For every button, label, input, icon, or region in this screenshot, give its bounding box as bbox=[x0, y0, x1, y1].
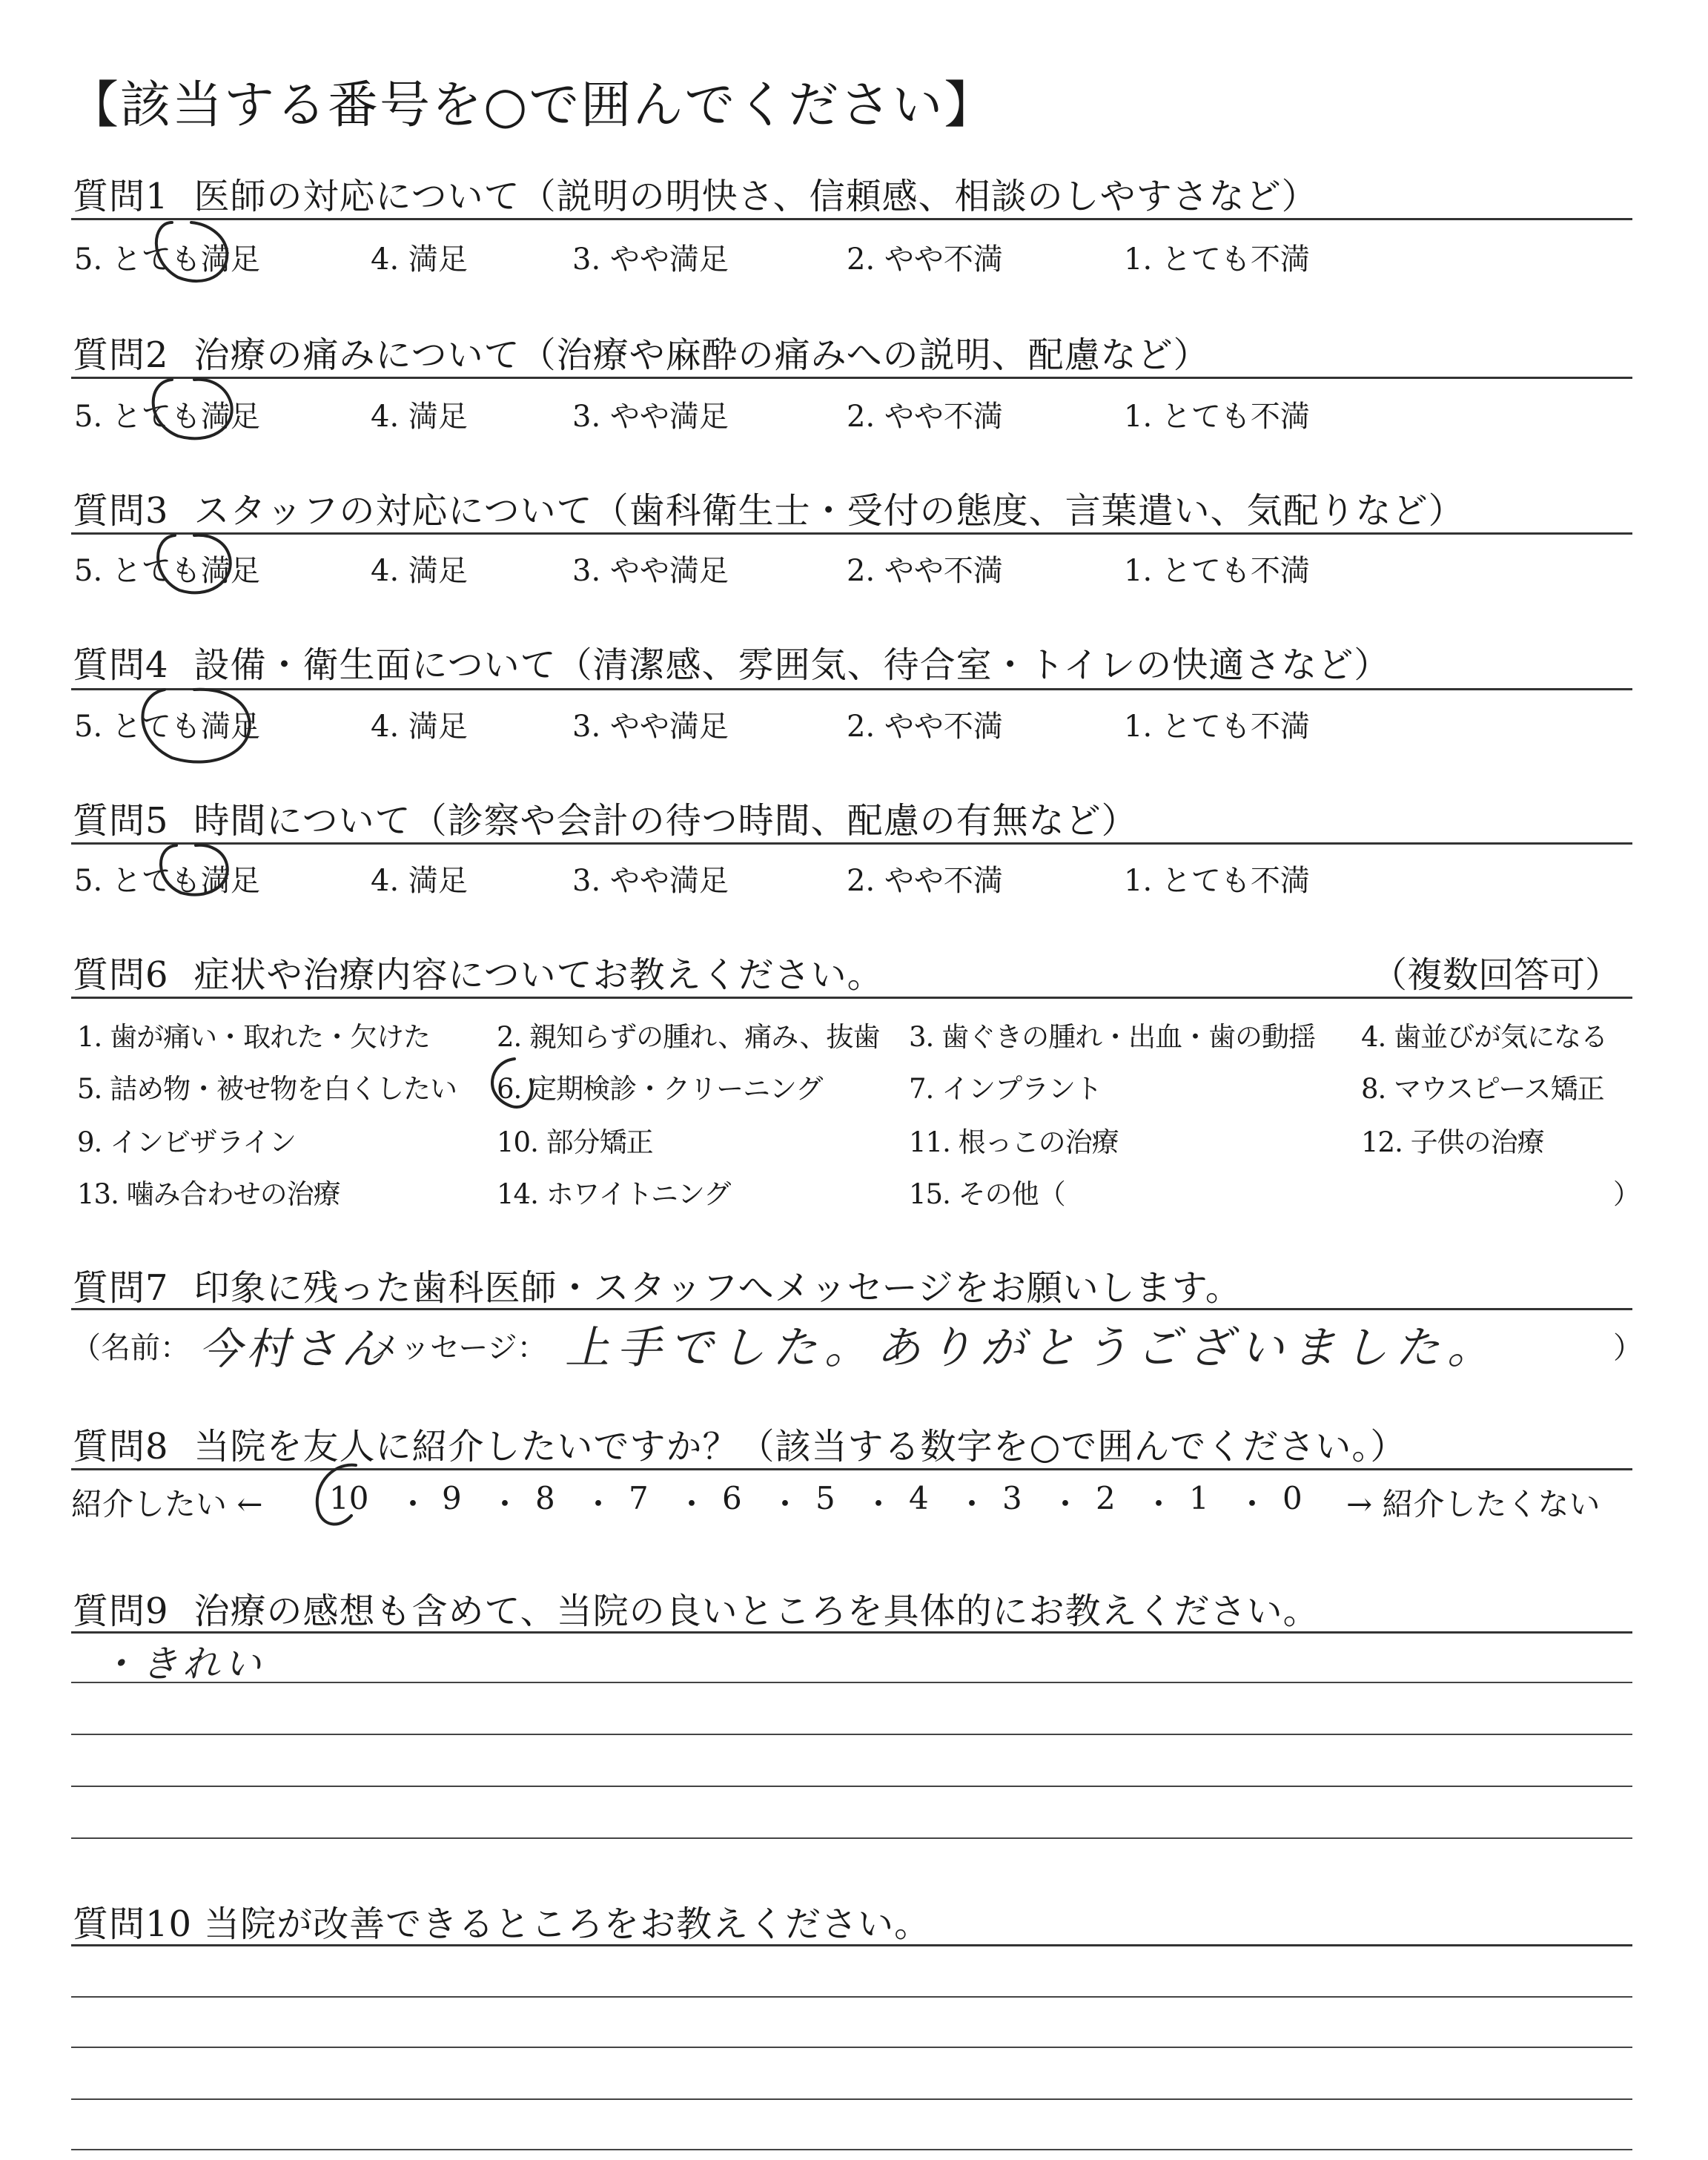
scale-dot: ・ bbox=[1143, 1486, 1175, 1522]
q6-option-10[interactable]: 10. 部分矯正 bbox=[497, 1126, 653, 1158]
q2-option-5[interactable]: 5. とても満足 bbox=[74, 400, 260, 434]
question-5-title: 質問5 時間について（診察や会計の待つ時間、配慮の有無など） bbox=[73, 800, 1138, 842]
q6-option-14[interactable]: 14. ホワイトニング bbox=[497, 1178, 731, 1210]
q6-option-8[interactable]: 8. マウスピース矯正 bbox=[1361, 1073, 1604, 1105]
q6-option-5[interactable]: 5. 詰め物・被せ物を白くしたい bbox=[77, 1073, 457, 1105]
scale-dot: ・ bbox=[863, 1486, 895, 1522]
scale-0[interactable]: 0 bbox=[1282, 1480, 1302, 1516]
recommend-left-label: 紹介したい ← bbox=[71, 1486, 263, 1522]
question-3-title: 質問3 スタッフの対応について（歯科衛生士・受付の態度、言葉遣い、気配りなど） bbox=[73, 490, 1465, 532]
scale-dot: ・ bbox=[956, 1486, 988, 1522]
selection-circle-q4 bbox=[142, 690, 249, 762]
question-9-title: 質問9 治療の感想も含めて、当院の良いところを具体的にお教えください。 bbox=[73, 1591, 1320, 1632]
recommend-right-label: → 紹介したくない bbox=[1346, 1486, 1601, 1522]
q3-option-1[interactable]: 1. とても不満 bbox=[1124, 554, 1310, 588]
message-label: メッセージ： bbox=[371, 1331, 547, 1365]
q4-option-4[interactable]: 4. 満足 bbox=[371, 710, 468, 744]
q3-option-3[interactable]: 3. やや満足 bbox=[572, 554, 729, 588]
scale-dot: ・ bbox=[1050, 1486, 1082, 1522]
scale-4[interactable]: 4 bbox=[909, 1480, 929, 1516]
scale-dot: ・ bbox=[1237, 1486, 1268, 1522]
q3-option-5[interactable]: 5. とても満足 bbox=[74, 554, 260, 588]
q1-option-5[interactable]: 5. とても満足 bbox=[74, 242, 260, 277]
question-8-title: 質問8 当院を友人に紹介したいですか？（該当する数字を○で囲んでください。） bbox=[73, 1426, 1407, 1467]
q6-option-2[interactable]: 2. 親知らずの腫れ、痛み、抜歯 bbox=[497, 1021, 880, 1053]
q6-option-15-close: ） bbox=[1613, 1178, 1640, 1210]
selection-circle-q2 bbox=[153, 380, 232, 439]
q2-option-1[interactable]: 1. とても不満 bbox=[1124, 400, 1310, 434]
q6-option-6[interactable]: 6. 定期検診・クリーニング bbox=[497, 1073, 823, 1105]
scale-8[interactable]: 8 bbox=[535, 1480, 555, 1516]
q6-option-4[interactable]: 4. 歯並びが気になる bbox=[1361, 1021, 1608, 1053]
question-2-title: 質問2 治療の痛みについて（治療や麻酔の痛みへの説明、配慮など） bbox=[73, 334, 1210, 376]
q6-option-15[interactable]: 15. その他（ bbox=[909, 1178, 1065, 1210]
q5-option-1[interactable]: 1. とても不満 bbox=[1124, 864, 1310, 898]
q2-option-2[interactable]: 2. やや不満 bbox=[847, 400, 1003, 434]
q3-option-4[interactable]: 4. 満足 bbox=[371, 554, 468, 588]
scale-dot: ・ bbox=[769, 1486, 801, 1522]
q1-option-4[interactable]: 4. 満足 bbox=[371, 242, 468, 277]
q6-option-3[interactable]: 3. 歯ぐきの腫れ・出血・歯の動揺 bbox=[909, 1021, 1316, 1053]
q6-option-1[interactable]: 1. 歯が痛い・取れた・欠けた bbox=[77, 1021, 431, 1053]
q5-option-2[interactable]: 2. やや不満 bbox=[847, 864, 1003, 898]
question-7-title: 質問7 印象に残った歯科医師・スタッフへメッセージをお願いします。 bbox=[73, 1267, 1242, 1309]
q2-option-4[interactable]: 4. 満足 bbox=[371, 400, 468, 434]
selection-circle-q5 bbox=[161, 845, 228, 895]
scale-dot: ・ bbox=[676, 1486, 708, 1522]
page-title: 【該当する番号を○で囲んでください】 bbox=[68, 76, 996, 135]
q6-option-12[interactable]: 12. 子供の治療 bbox=[1361, 1126, 1544, 1158]
q6-option-11[interactable]: 11. 根っこの治療 bbox=[909, 1126, 1119, 1158]
question-1-title: 質問1 医師の対応について（説明の明快さ、信頼感、相談のしやすさなど） bbox=[73, 176, 1318, 217]
scale-3[interactable]: 3 bbox=[1002, 1480, 1022, 1516]
name-handwritten[interactable]: 今村さん bbox=[199, 1324, 389, 1374]
q1-option-2[interactable]: 2. やや不満 bbox=[847, 242, 1003, 277]
question-10-title: 質問10 当院が改善できるところをお教えください。 bbox=[73, 1903, 931, 1945]
q4-option-1[interactable]: 1. とても不満 bbox=[1124, 710, 1310, 744]
question-4-title: 質問4 設備・衛生面について（清潔感、雰囲気、待合室・トイレの快適さなど） bbox=[73, 644, 1391, 686]
scale-5[interactable]: 5 bbox=[815, 1480, 835, 1516]
q5-option-5[interactable]: 5. とても満足 bbox=[74, 864, 260, 898]
q1-option-1[interactable]: 1. とても不満 bbox=[1124, 242, 1310, 277]
scale-dot: ・ bbox=[489, 1486, 521, 1522]
q4-option-5[interactable]: 5. とても満足 bbox=[74, 710, 260, 744]
scale-10[interactable]: 10 bbox=[329, 1480, 369, 1516]
scale-dot: ・ bbox=[583, 1486, 615, 1522]
name-label: （名前： bbox=[71, 1331, 190, 1365]
q3-option-2[interactable]: 2. やや不満 bbox=[847, 554, 1003, 588]
message-handwritten[interactable]: 上手でした。ありがとうございました。 bbox=[565, 1322, 1499, 1374]
q9-handwritten-answer[interactable]: ・きれい bbox=[99, 1642, 265, 1685]
question-6-title: 質問6 症状や治療内容についてお教えください。 bbox=[73, 954, 884, 996]
scale-9[interactable]: 9 bbox=[442, 1480, 462, 1516]
selection-circle-q8-scale-10 bbox=[317, 1465, 356, 1525]
scale-7[interactable]: 7 bbox=[629, 1480, 649, 1516]
scale-2[interactable]: 2 bbox=[1096, 1480, 1116, 1516]
selection-circle-q3 bbox=[158, 535, 231, 593]
q6-option-9[interactable]: 9. インビザライン bbox=[77, 1126, 296, 1158]
multiple-answers-note: （複数回答可） bbox=[1371, 954, 1621, 996]
scale-1[interactable]: 1 bbox=[1189, 1480, 1209, 1516]
message-close: ） bbox=[1613, 1331, 1643, 1365]
scale-6[interactable]: 6 bbox=[722, 1480, 742, 1516]
q6-option-13[interactable]: 13. 噛み合わせの治療 bbox=[77, 1178, 340, 1210]
q4-option-3[interactable]: 3. やや満足 bbox=[572, 710, 729, 744]
q5-option-4[interactable]: 4. 満足 bbox=[371, 864, 468, 898]
q1-option-3[interactable]: 3. やや満足 bbox=[572, 242, 729, 277]
q5-option-3[interactable]: 3. やや満足 bbox=[572, 864, 729, 898]
selection-circle-q6-option-6 bbox=[492, 1059, 532, 1107]
selection-circle-q1 bbox=[156, 222, 227, 281]
q2-option-3[interactable]: 3. やや満足 bbox=[572, 400, 729, 434]
q4-option-2[interactable]: 2. やや不満 bbox=[847, 710, 1003, 744]
scale-dot: ・ bbox=[397, 1486, 429, 1522]
q6-option-7[interactable]: 7. インプラント bbox=[909, 1073, 1102, 1105]
